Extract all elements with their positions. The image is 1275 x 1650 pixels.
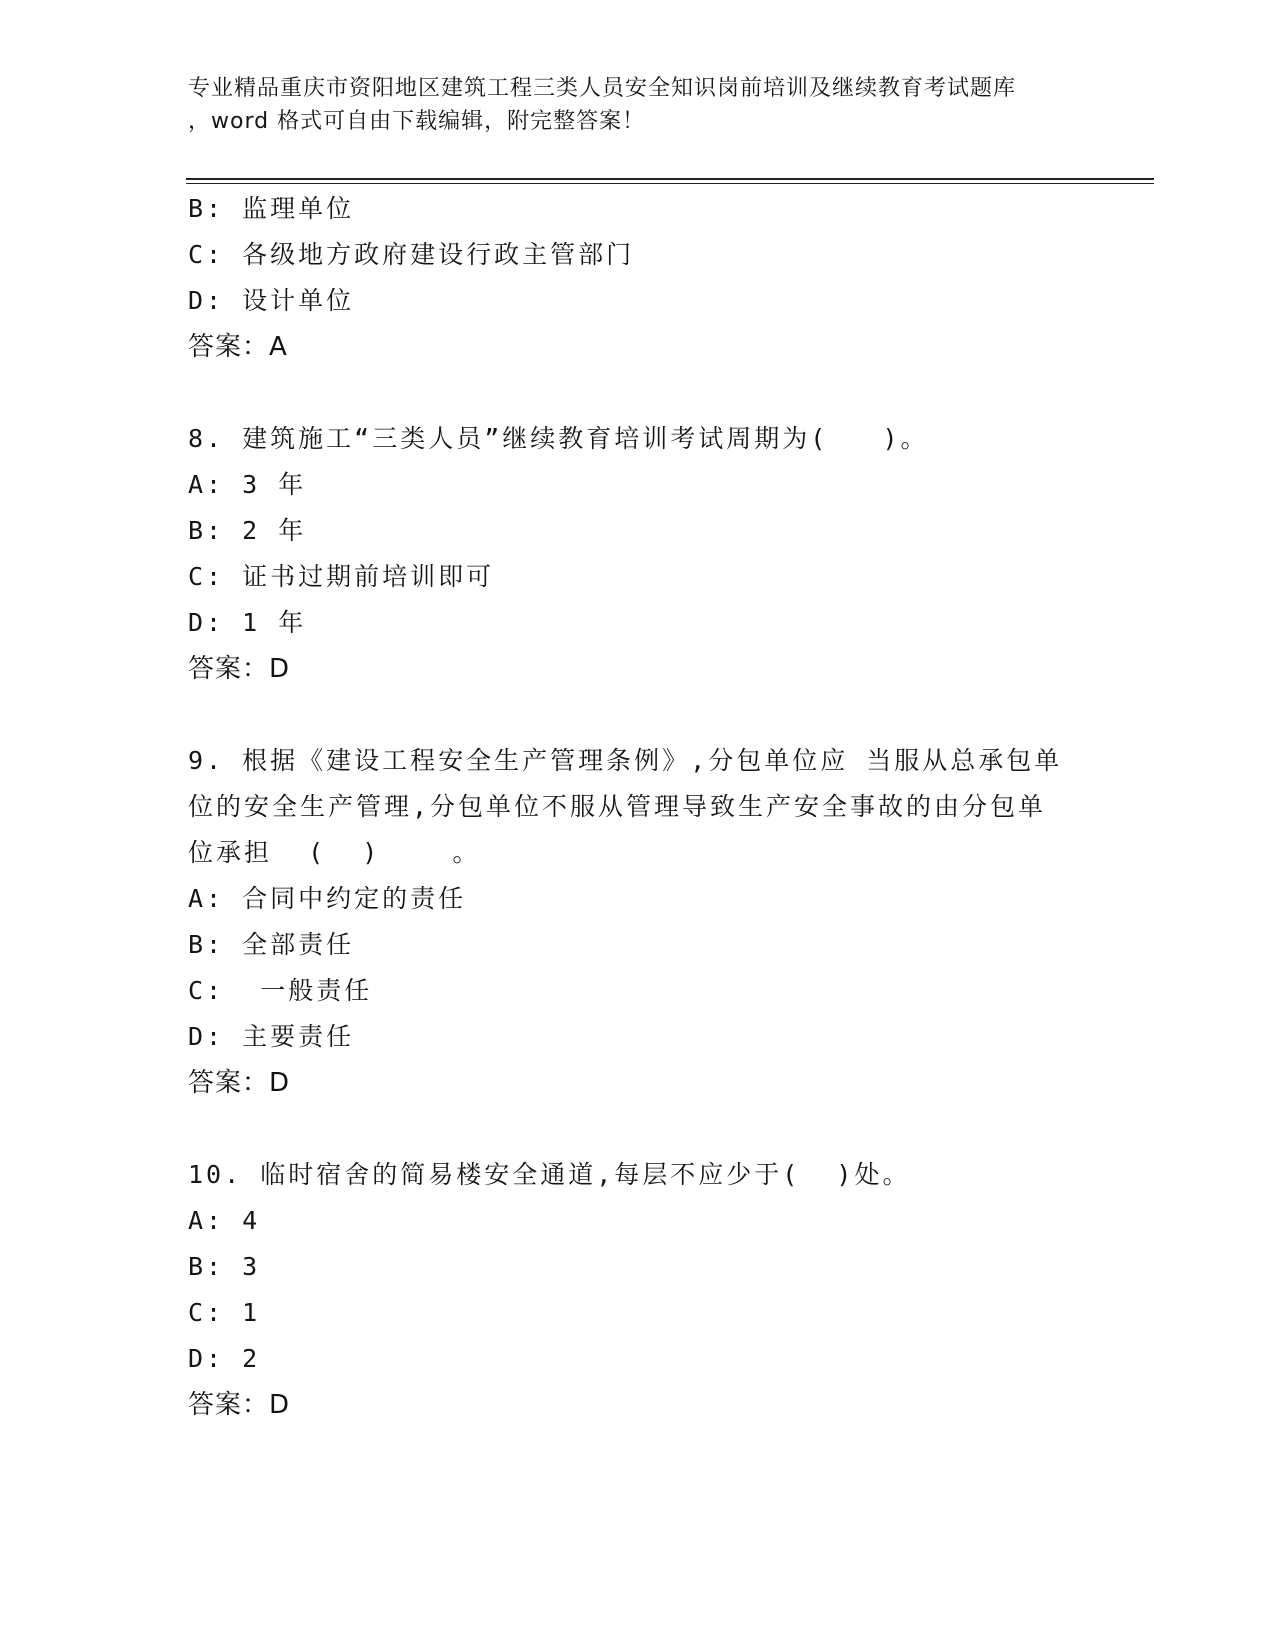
answer-line: 答案：D (188, 1068, 291, 1098)
question-list (188, 186, 1088, 1428)
option-b: B: 全部责任 (188, 930, 355, 959)
question-text-line-1: 9. 根据《建设工程安全生产管理条例》,分包单位应 当服从总承包单 (188, 746, 1063, 775)
option-a: A: 4 (188, 1206, 261, 1235)
header-line-1: 专业精品重庆市资阳地区建筑工程三类人员安全知识岗前培训及继续教育考试题库 (188, 76, 1017, 101)
question-text-line-3: 位承担 ( ) 。 (188, 838, 481, 867)
header-rule-thin (186, 183, 1154, 184)
option-d: D: 主要责任 (188, 1022, 355, 1051)
question-block-8 (188, 416, 1088, 692)
option-a: A: 合同中约定的责任 (188, 884, 467, 913)
question-block-9 (188, 738, 1088, 1106)
answer-line: 答案：A (188, 332, 288, 362)
option-c: C: 各级地方政府建设行政主管部门 (188, 240, 635, 269)
option-c: C: 证书过期前培训即可 (188, 562, 495, 591)
header-line-2: ，word 格式可自由下载编辑，附完整答案！ (188, 109, 646, 134)
option-b: B: 2 年 (188, 516, 307, 545)
option-b: B: 监理单位 (188, 194, 355, 223)
question-block-prev (188, 186, 1088, 370)
answer-line: 答案：D (188, 1390, 291, 1420)
option-d: D: 设计单位 (188, 286, 355, 315)
spacer (188, 1106, 1088, 1152)
option-b: B: 3 (188, 1252, 261, 1281)
option-d: D: 1 年 (188, 608, 307, 637)
spacer (188, 692, 1088, 738)
question-block-10 (188, 1152, 1088, 1428)
document-header (188, 72, 1088, 138)
spacer (188, 370, 1088, 416)
header-rule-thick (186, 178, 1154, 180)
option-a: A: 3 年 (188, 470, 307, 499)
question-text: 8. 建筑施工“三类人员”继续教育培训考试周期为( )。 (188, 424, 929, 453)
option-c: C: 一般责任 (188, 976, 373, 1005)
answer-line: 答案：D (188, 654, 291, 684)
option-d: D: 2 (188, 1344, 261, 1373)
question-text: 10. 临时宿舍的简易楼安全通道,每层不应少于( )处。 (188, 1160, 911, 1189)
option-c: C: 1 (188, 1298, 261, 1327)
question-text-line-2: 位的安全生产管理,分包单位不服从管理导致生产安全事故的由分包单 (188, 792, 1047, 821)
